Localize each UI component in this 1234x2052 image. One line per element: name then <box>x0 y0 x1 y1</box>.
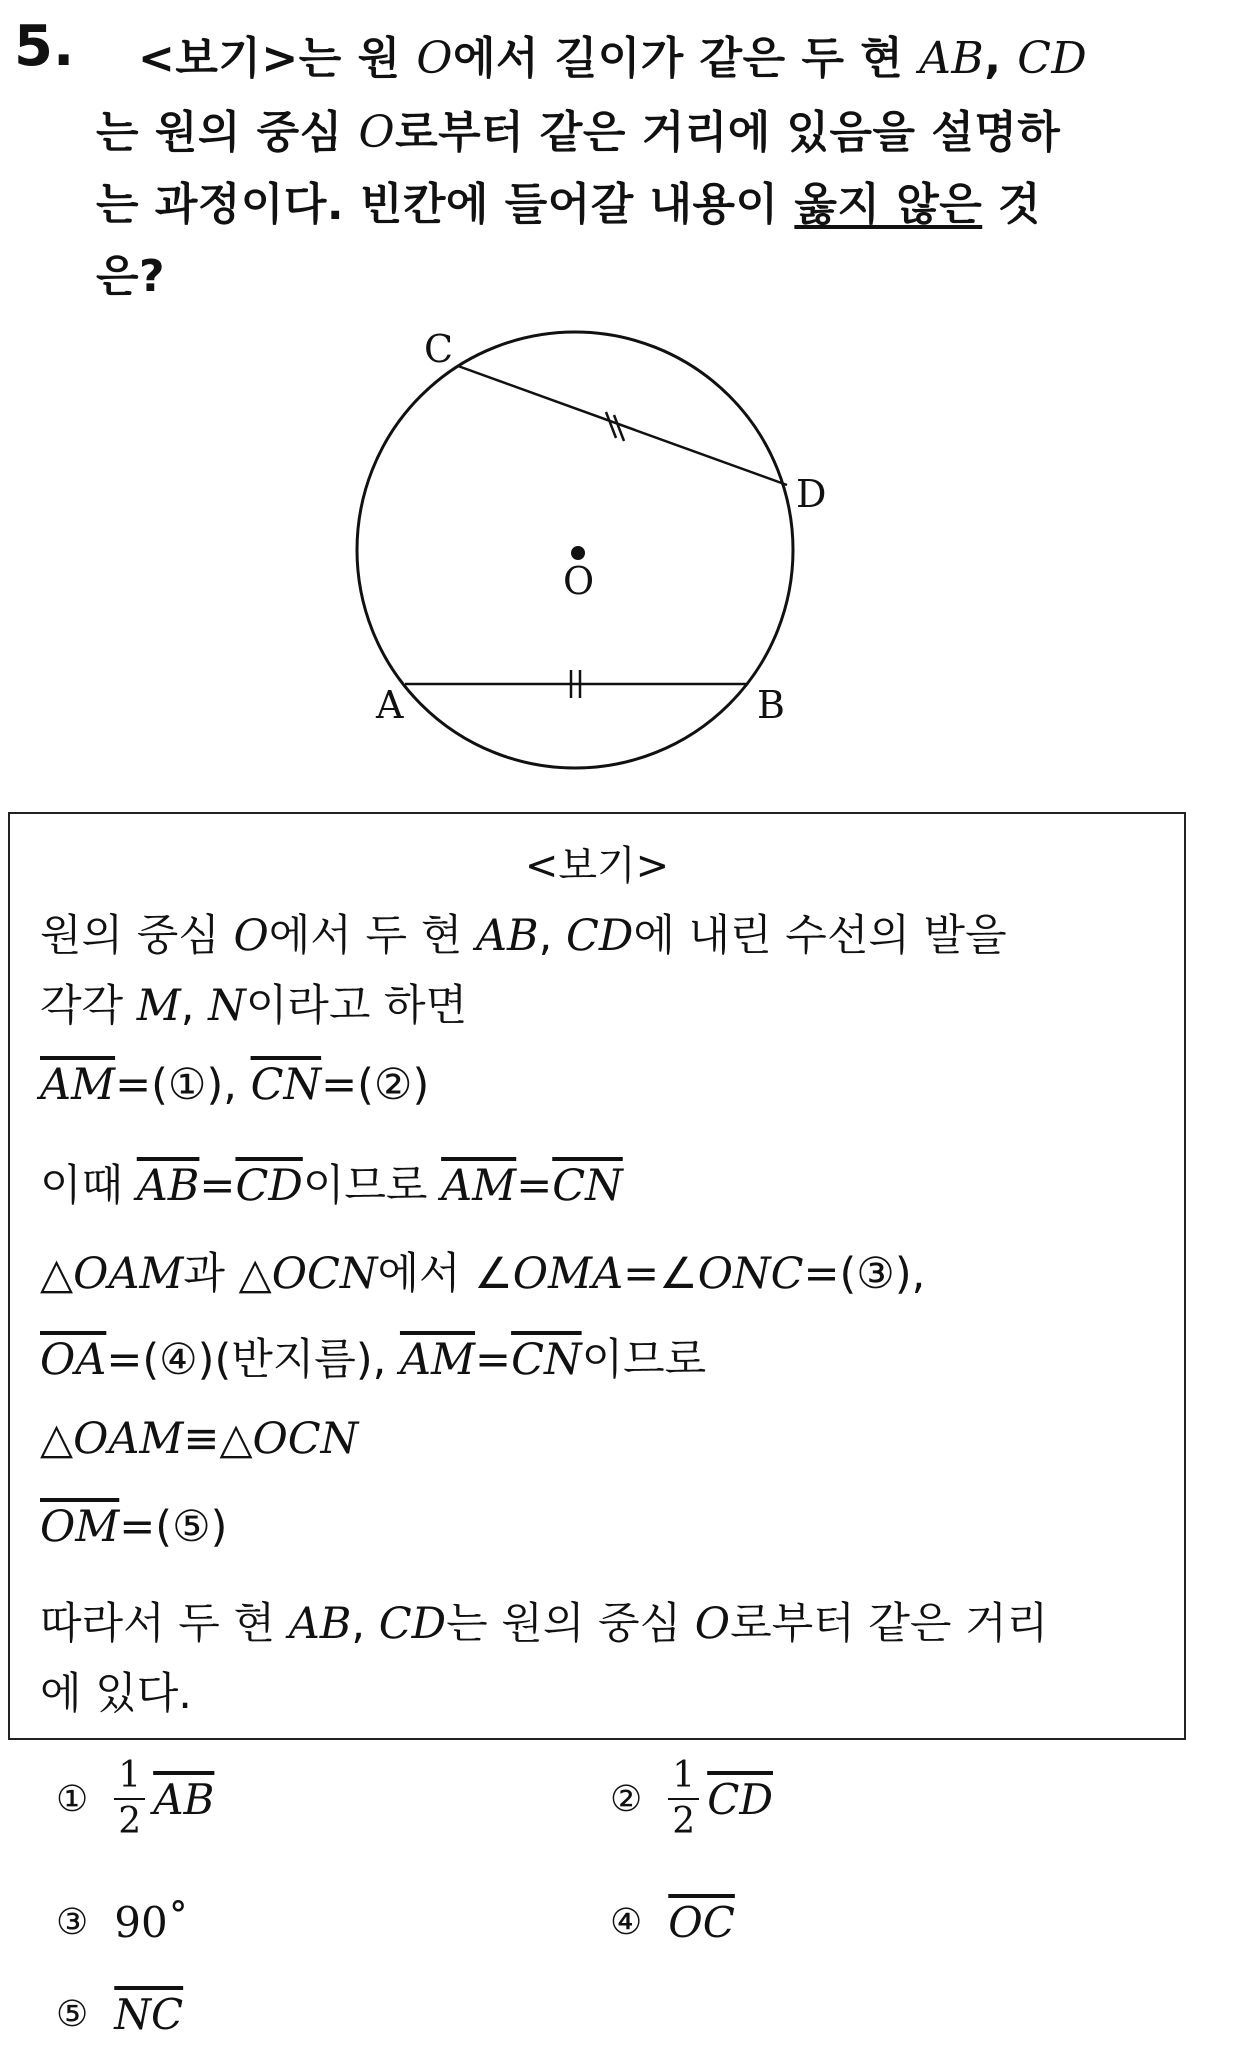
option-value: 90˚ <box>114 1898 189 1947</box>
box-line-5: △OAM과 △OCN에서 ∠OMA=∠ONC=(③), <box>40 1249 926 1299</box>
option-number: ③ <box>56 1902 89 1943</box>
box-line-4: 이때 $\overline{AB}=\overline{CD}$이므로 $\overline{AM}=\overline{CN}$ <box>40 1161 623 1211</box>
question-stem-line-3: 는 과정이다. 빈칸에 들어갈 내용이 옳지 않은 것 <box>96 179 1042 230</box>
box-line-3: $\overline{AM}=(①)$, $\overline{CN}=(②)$ <box>40 1060 430 1110</box>
center-point <box>571 546 585 560</box>
option-number: ① <box>56 1778 89 1820</box>
question-number: 5. <box>14 14 75 79</box>
fraction: $\frac{1}{2}$ <box>668 1758 699 1840</box>
label-b: B <box>757 683 785 727</box>
box-line-1: 원의 중심 O에서 두 현 AB, CD에 내린 수선의 발을 <box>40 911 1007 961</box>
option-4[interactable] <box>610 1898 735 1947</box>
box-line-9: 따라서 두 현 AB, CD는 원의 중심 O로부터 같은 거리 <box>40 1599 1049 1649</box>
question-stem-line-1: <보기>는 원 O에서 길이가 같은 두 현 AB, CD <box>138 33 1088 84</box>
fraction: $\frac{1}{2}$ <box>114 1758 145 1840</box>
label-a: A <box>376 683 404 727</box>
segment-cd: $\overline{CD}$ <box>707 1774 773 1824</box>
label-d: D <box>796 472 827 516</box>
option-number: ② <box>610 1778 643 1820</box>
question-stem-line-2: 는 원의 중심 O로부터 같은 거리에 있음을 설명하 <box>96 107 1061 158</box>
label-c: C <box>424 327 454 371</box>
box-line-8: $\overline{OM}=(⑤)$ <box>40 1502 228 1552</box>
box-line-2: 각각 M, N이라고 하면 <box>40 981 468 1031</box>
option-5[interactable] <box>56 1990 183 2039</box>
tick-marks-cd <box>606 412 624 441</box>
proof-box <box>8 812 1186 1740</box>
segment-ab: $\overline{AB}$ <box>153 1774 215 1824</box>
option-3[interactable] <box>56 1898 189 1947</box>
segment-oc: $\overline{OC}$ <box>668 1898 735 1947</box>
option-number: ④ <box>610 1902 643 1943</box>
emphasis-underline: 옳지 않은 <box>794 179 983 230</box>
label-o: O <box>563 559 595 603</box>
box-title: <보기> <box>524 843 670 889</box>
question-stem-line-4: 은? <box>96 251 166 302</box>
option-number: ⑤ <box>56 1994 89 2035</box>
box-line-6: $\overline{OA}=(④)$(반지름), $\overline{AM}=\overline{CN}$이므로 <box>40 1335 707 1385</box>
circle-diagram <box>340 320 860 780</box>
option-1[interactable] <box>56 1755 215 1842</box>
segment-nc: $\overline{NC}$ <box>114 1990 184 2039</box>
chord-cd <box>458 366 787 485</box>
box-line-7: △OAM≡△OCN <box>40 1414 359 1464</box>
option-2[interactable] <box>610 1755 773 1842</box>
box-line-10: 에 있다. <box>40 1669 192 1719</box>
